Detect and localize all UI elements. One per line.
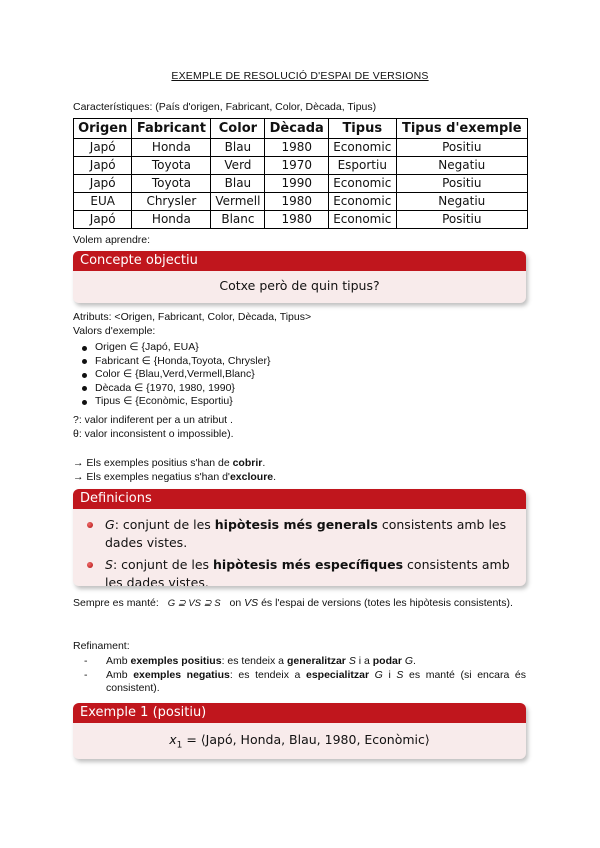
table-cell: Verd — [211, 157, 265, 175]
example-box — [73, 703, 526, 759]
table-cell: 1980 — [265, 211, 329, 229]
table-cell: Chrysler — [132, 193, 211, 211]
table-header-row — [74, 119, 528, 139]
always-holds-paragraph: Sempre es manté: G ⊇ VS ⊇ S on VS és l'espai de versions (totes les hipòtesis consistents). — [73, 597, 513, 609]
table-header: Fabricant — [132, 119, 211, 139]
table-cell: Japó — [74, 139, 132, 157]
table-cell: Economic — [328, 211, 396, 229]
table-cell: Japó — [74, 211, 132, 229]
bullet-icon — [82, 386, 87, 391]
example-box-formula: $x_1$ = ⟨Japó, Honda, Blau, 1980, Econòmic⟩ — [169, 732, 430, 751]
definitions-box — [73, 489, 526, 586]
definitions-box-title: Definicions — [73, 489, 526, 509]
table-cell: Esportiu — [328, 157, 396, 175]
bullet-icon — [82, 359, 87, 364]
examples-table — [73, 118, 528, 229]
table-cell: Blau — [211, 175, 265, 193]
table-cell: Toyota — [132, 157, 211, 175]
table-cell: EUA — [74, 193, 132, 211]
table-row — [74, 157, 528, 175]
table-header: Dècada — [265, 119, 329, 139]
table-cell: Positiu — [396, 139, 527, 157]
bullet-icon — [82, 400, 87, 405]
table-cell: 1990 — [265, 175, 329, 193]
list-item: Fabricant ∈ {Honda,Toyota, Chrysler} — [78, 355, 270, 369]
table-cell: 1970 — [265, 157, 329, 175]
table-cell: Economic — [328, 175, 396, 193]
table-cell: Economic — [328, 193, 396, 211]
table-cell: Japó — [74, 175, 132, 193]
table-cell: 1980 — [265, 139, 329, 157]
characteristics-line: Característiques: (País d'origen, Fabricant, Color, Dècada, Tipus) — [73, 101, 377, 113]
list-item: Origen ∈ {Japó, EUA} — [78, 341, 270, 355]
example-values-intro: Valors d'exemple: — [73, 325, 156, 337]
note-empty-value: θ: valor inconsistent o impossible). — [73, 428, 234, 440]
concept-box-title: Concepte objectiu — [73, 251, 526, 271]
table-row — [74, 211, 528, 229]
learn-intro: Volem aprendre: — [73, 234, 151, 246]
table-cell: Positiu — [396, 175, 527, 193]
table-row — [74, 139, 528, 157]
page-title: EXEMPLE DE RESOLUCIÓ D'ESPAI DE VERSIONS — [171, 70, 429, 82]
concept-box-text: Cotxe però de quin tipus? — [219, 278, 380, 293]
example-values-list — [78, 341, 270, 409]
table-cell: Japó — [74, 157, 132, 175]
refinement-negative: - Amb exemples negatius: es tendeix a especialitzar G i S es manté (si encara és consistent). — [84, 669, 526, 694]
note-any-value: ?: valor indiferent per a un atribut . — [73, 414, 233, 426]
table-cell: Blau — [211, 139, 265, 157]
table-cell: Toyota — [132, 175, 211, 193]
table-header: Origen — [74, 119, 132, 139]
rule-negative: → Els exemples negatius s'han d'excloure. — [73, 471, 277, 483]
table-header: Tipus — [328, 119, 396, 139]
attributes-line: Atributs: <Origen, Fabricant, Color, Dècada, Tipus> — [73, 311, 312, 323]
table-cell: Positiu — [396, 211, 527, 229]
table-row — [74, 193, 528, 211]
table-cell: Blanc — [211, 211, 265, 229]
rule-positive: → Els exemples positius s'han de cobrir. — [73, 457, 266, 469]
table-row — [74, 175, 528, 193]
list-item: Dècada ∈ {1970, 1980, 1990} — [78, 382, 270, 396]
table-cell: Vermell — [211, 193, 265, 211]
bullet-icon — [82, 346, 87, 351]
version-space-formula: G ⊇ VS ⊇ S — [167, 598, 221, 609]
table-cell: Economic — [328, 139, 396, 157]
list-item: Color ∈ {Blau,Verd,Vermell,Blanc} — [78, 368, 270, 382]
refinement-positive: - Amb exemples positius: es tendeix a generalitzar S i a podar G. — [84, 655, 416, 667]
table-cell: Honda — [132, 211, 211, 229]
table-cell: Negatiu — [396, 193, 527, 211]
bullet-icon — [82, 373, 87, 378]
bullet-icon — [87, 562, 93, 568]
table-header: Color — [211, 119, 265, 139]
example-box-title: Exemple 1 (positiu) — [73, 703, 526, 723]
definition-g: G: conjunt de les hipòtesis més generals consistents amb les dades vistes. — [87, 516, 516, 552]
bullet-icon — [87, 522, 93, 528]
table-cell: 1980 — [265, 193, 329, 211]
definition-s: S: conjunt de les hipòtesis més específiques consistents amb les dades vistes. — [87, 556, 516, 586]
table-header: Tipus d'exemple — [396, 119, 527, 139]
table-cell: Honda — [132, 139, 211, 157]
refinement-title: Refinament: — [73, 640, 130, 652]
table-cell: Negatiu — [396, 157, 527, 175]
concept-box — [73, 251, 526, 303]
list-item: Tipus ∈ {Econòmic, Esportiu} — [78, 395, 270, 409]
